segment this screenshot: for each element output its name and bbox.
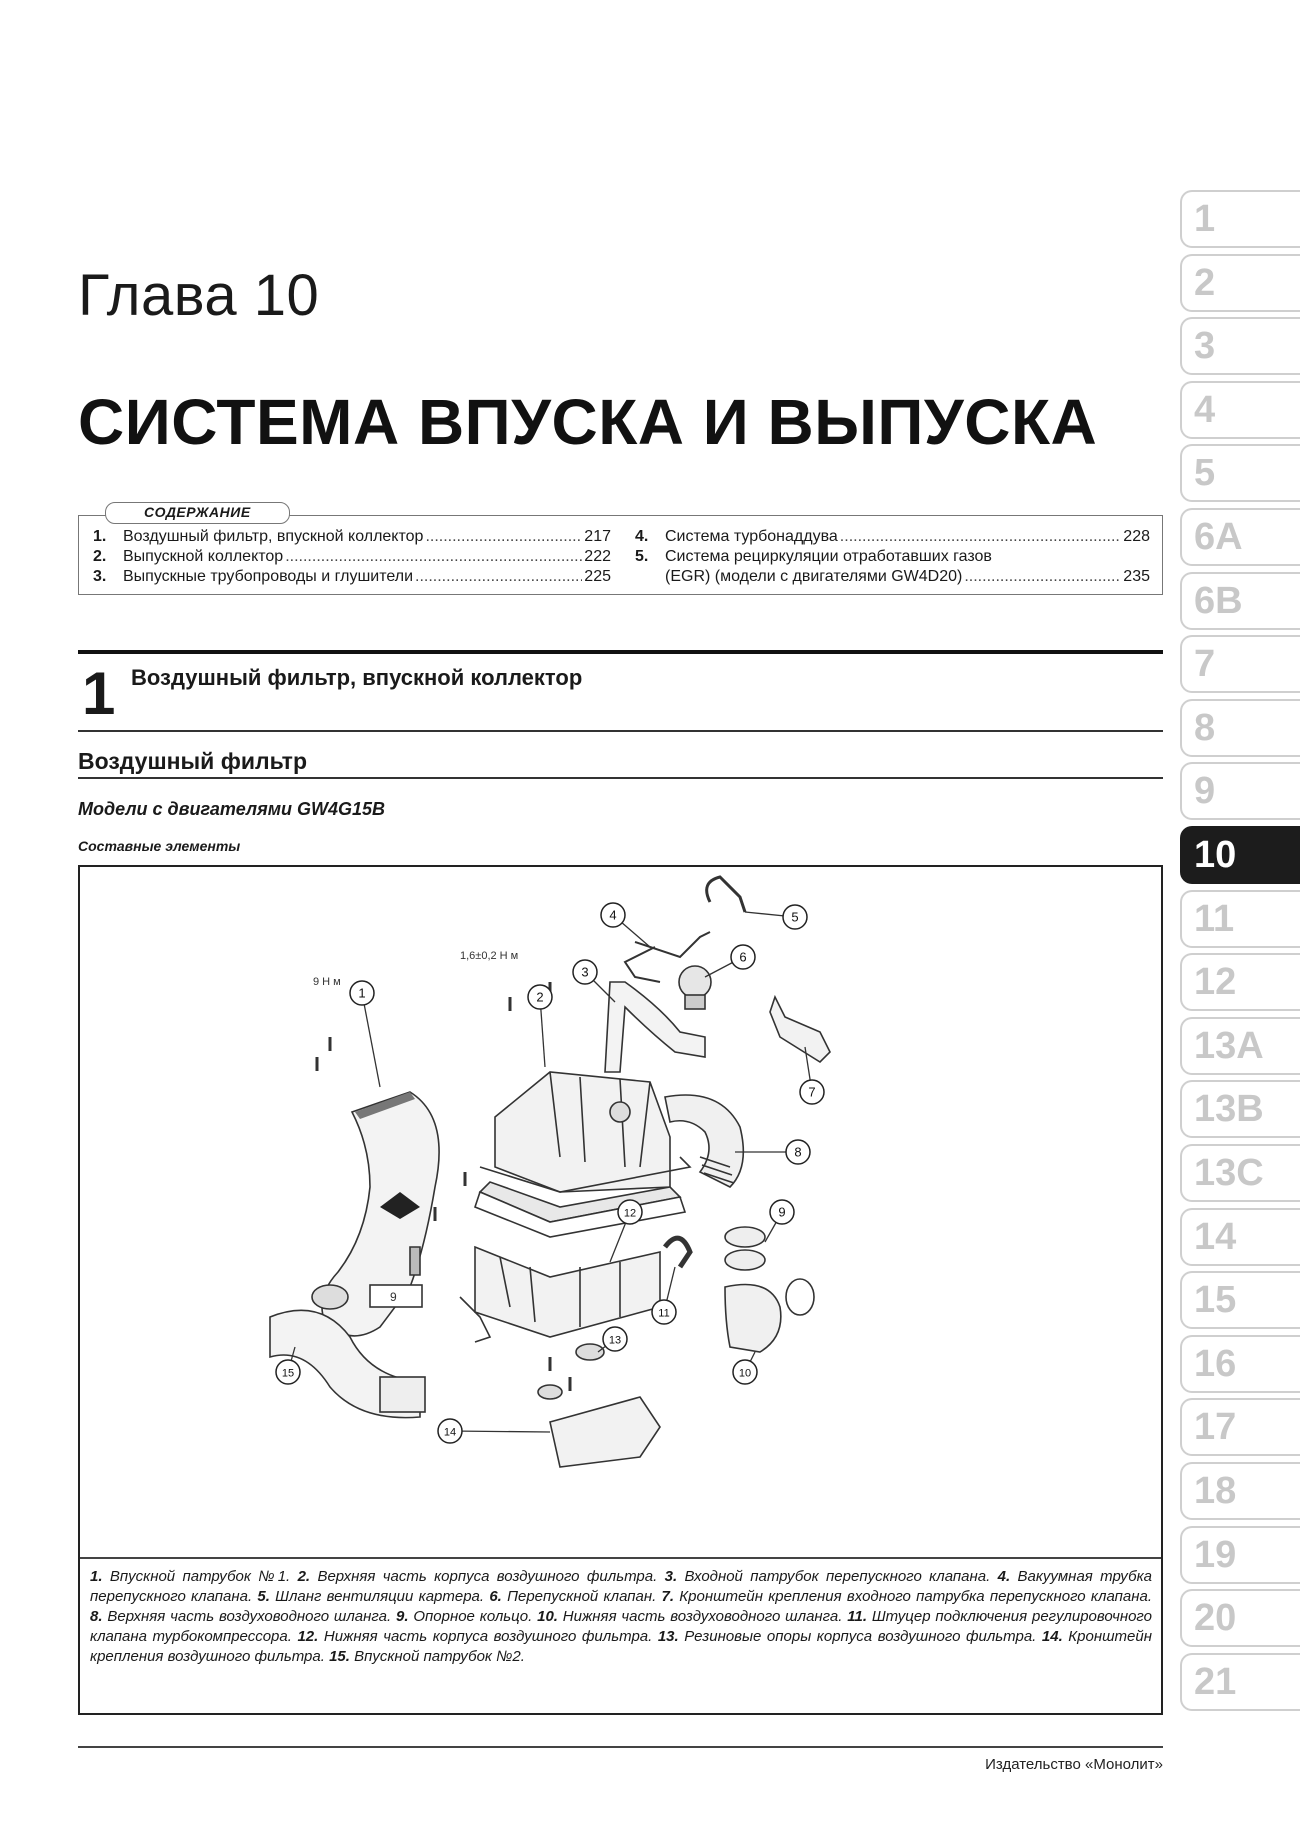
- callout-number: 10: [738, 1367, 752, 1380]
- caption-text: Резиновые опоры корпуса воздушного фильтра.: [678, 1628, 1042, 1645]
- chapter-tab-6a[interactable]: 6A: [1180, 508, 1300, 566]
- part-bracket: [550, 1397, 660, 1467]
- caption-text: Нижняя часть корпуса воздушного фильтра.: [318, 1628, 658, 1645]
- callout-leader: [450, 1431, 550, 1432]
- chapter-title: СИСТЕМА ВПУСКА И ВЫПУСКА: [78, 386, 1098, 458]
- callout-number: 4: [609, 907, 617, 923]
- caption-number: 14.: [1041, 1628, 1063, 1645]
- callout-leader: [362, 993, 380, 1087]
- chapter-tab-10[interactable]: 10: [1180, 826, 1300, 884]
- chapter-tab-18[interactable]: 18: [1180, 1462, 1300, 1520]
- section-title: Воздушный фильтр, впускной коллектор: [131, 665, 583, 690]
- callout-number: 3: [581, 964, 589, 980]
- callout-number: 13: [608, 1334, 622, 1347]
- toc-item[interactable]: 1. Воздушный фильтр, впускной коллектор ..... 217: [93, 527, 611, 547]
- caption-text: Перепускной клапан.: [501, 1588, 662, 1605]
- subsection-title: Воздушный фильтр: [78, 748, 308, 774]
- chapter-tab-9[interactable]: 9: [1180, 762, 1300, 820]
- part-lower-housing: [475, 1247, 660, 1337]
- chapter-tab-1[interactable]: 1: [1180, 190, 1300, 248]
- chapter-tab-2[interactable]: 2: [1180, 254, 1300, 312]
- caption-number: 3.: [664, 1568, 678, 1585]
- chapter-tab-13c[interactable]: 13C: [1180, 1144, 1300, 1202]
- caption-text: Впускной патрубок №1.: [102, 1568, 298, 1585]
- callout-number: 11: [658, 1307, 670, 1320]
- callout-number: 5: [791, 909, 799, 925]
- chapter-tab-3[interactable]: 3: [1180, 317, 1300, 375]
- chapter-tab-19[interactable]: 19: [1180, 1526, 1300, 1584]
- chapter-tab-16[interactable]: 16: [1180, 1335, 1300, 1393]
- callout-number: 14: [443, 1426, 457, 1439]
- caption-number: 1.: [90, 1568, 103, 1585]
- models-heading: Модели с двигателями GW4G15B: [78, 799, 386, 819]
- caption-number: 2.: [297, 1568, 311, 1585]
- caption-text: Опорное кольцо.: [408, 1608, 538, 1625]
- exploded-diagram-figure: [78, 865, 1163, 1715]
- publisher: Издательство «Монолит»: [985, 1756, 1163, 1773]
- caption-number: 11.: [847, 1608, 867, 1625]
- caption-separator: [80, 1557, 1161, 1559]
- callout-number: 9: [778, 1204, 786, 1220]
- chapter-tab-12[interactable]: 12: [1180, 953, 1300, 1011]
- chapter-tab-21[interactable]: 21: [1180, 1653, 1300, 1711]
- section-rule: [78, 650, 1163, 654]
- callout-number: 7: [808, 1084, 816, 1100]
- caption-text: Верхняя часть воздуховодного шланга.: [102, 1608, 396, 1625]
- caption-text: Впускной патрубок №2.: [349, 1648, 525, 1665]
- caption-text: Входной патрубок перепускного клапана.: [677, 1568, 998, 1585]
- caption-number: 13.: [657, 1628, 679, 1645]
- part-bypass-bracket: [770, 997, 830, 1062]
- elements-heading: Составные элементы: [78, 838, 241, 854]
- part-lower-hose: [725, 1285, 781, 1353]
- chapter-tab-7[interactable]: 7: [1180, 635, 1300, 693]
- callout-number: 15: [281, 1367, 295, 1380]
- chapter-tab-20[interactable]: 20: [1180, 1589, 1300, 1647]
- chapter-tab-8[interactable]: 8: [1180, 699, 1300, 757]
- figure-caption: [90, 1567, 1152, 1667]
- caption-number: 15.: [329, 1648, 350, 1665]
- caption-text: Нижняя часть воздуховодного шланга.: [557, 1608, 848, 1625]
- caption-number: 9.: [396, 1608, 409, 1625]
- subsection-rule-bottom: [78, 777, 1163, 779]
- caption-text: Кронштейн крепления воздушного фильтра.: [90, 1628, 1152, 1665]
- chapter-tab-6b[interactable]: 6B: [1180, 572, 1300, 630]
- box-label-9: 9: [390, 1290, 397, 1304]
- toc-item[interactable]: 4. Система турбонаддува ..... 228: [635, 527, 1150, 547]
- callout-number: 1: [358, 985, 366, 1001]
- caption-text: Кронштейн крепления входного патрубка перепускного клапана.: [674, 1588, 1152, 1605]
- chapter-tab-4[interactable]: 4: [1180, 381, 1300, 439]
- callout-number: 2: [536, 989, 544, 1005]
- caption-text: Верхняя часть корпуса воздушного фильтра.: [310, 1568, 665, 1585]
- torque-label-1-6nm: 1,6±0,2 Н м: [460, 950, 519, 962]
- subsection-rule-top: [78, 730, 1163, 732]
- chapter-tab-17[interactable]: 17: [1180, 1398, 1300, 1456]
- chapter-tab-13a[interactable]: 13A: [1180, 1017, 1300, 1075]
- footer-rule: [78, 1746, 1163, 1748]
- caption-text: Вакуумная трубка перепускного клапана.: [90, 1568, 1153, 1605]
- caption-text: Шланг вентиляции картера.: [269, 1588, 490, 1605]
- table-of-contents: [78, 504, 1163, 595]
- chapter-tab-13b[interactable]: 13B: [1180, 1080, 1300, 1138]
- chapter-tab-15[interactable]: 15: [1180, 1271, 1300, 1329]
- toc-item[interactable]: 3. Выпускные трубопроводы и глушители ..... 225: [93, 567, 611, 587]
- toc-item[interactable]: (EGR) (модели с двигателями GW4D20) ..... 235: [635, 567, 1150, 587]
- exploded-diagram: [80, 867, 1161, 1557]
- caption-number: 6.: [489, 1588, 502, 1605]
- chapter-tab-11[interactable]: 11: [1180, 890, 1300, 948]
- toc-item[interactable]: 5. Система рециркуляции отработавших газов: [635, 548, 992, 565]
- caption-number: 8.: [90, 1608, 103, 1625]
- chapter-tab-14[interactable]: 14: [1180, 1208, 1300, 1266]
- torque-label-9nm: 9 Н м: [313, 976, 341, 988]
- caption-number: 5.: [257, 1588, 270, 1605]
- chapter-label: Глава 10: [78, 263, 320, 328]
- toc-column-right: [635, 527, 1150, 587]
- callout-number: 6: [739, 949, 747, 965]
- callout-number: 12: [623, 1207, 637, 1220]
- caption-number: 4.: [997, 1568, 1011, 1585]
- chapter-tab-5[interactable]: 5: [1180, 444, 1300, 502]
- caption-number: 10.: [537, 1608, 558, 1625]
- caption-text: Штуцер подключения регулировочного клапана турбокомпрессора.: [90, 1608, 1152, 1645]
- caption-number: 12.: [297, 1628, 319, 1645]
- toc-item[interactable]: 2. Выпускной коллектор ..... 222: [93, 547, 611, 567]
- toc-heading: СОДЕРЖАНИЕ: [105, 502, 290, 524]
- caption-number: 7.: [661, 1588, 675, 1605]
- callout-number: 8: [794, 1144, 802, 1160]
- toc-column-left: [93, 527, 611, 587]
- section-number: 1: [82, 660, 116, 727]
